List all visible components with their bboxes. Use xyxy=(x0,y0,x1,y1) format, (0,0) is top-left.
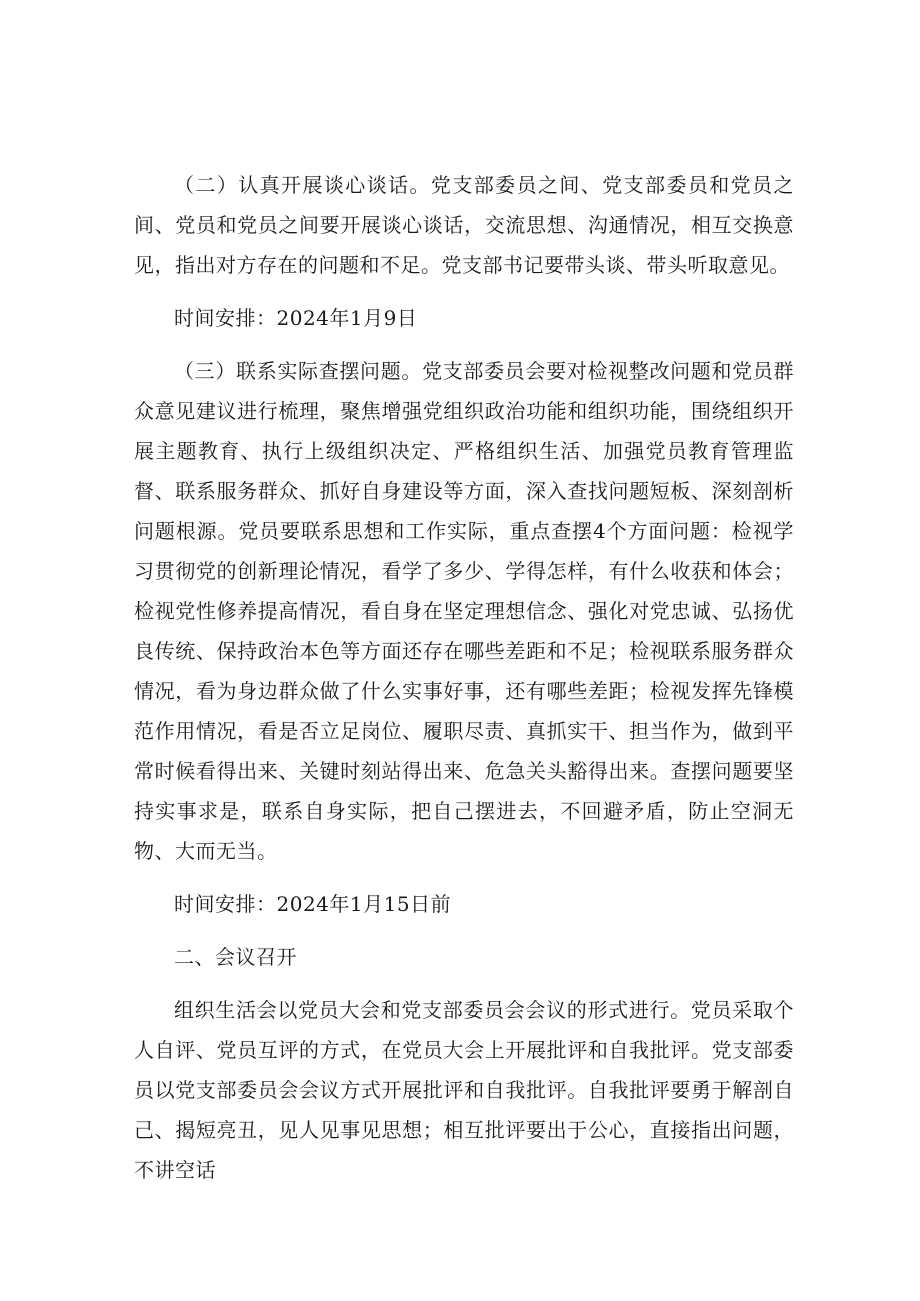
paragraph-meeting: 组织生活会以党员大会和党支部委员会会议的形式进行。党员采取个人自评、党员互评的方式，在党员大会上开展批评和自我批评。党支部委员以党支部委员会会议方式开展批评和自我批评。自我批评要勇于解剖自己、揭短亮丑，见人见事见思想；相互批评要出于公心，直接指出问题，不讲空话 xyxy=(134,998,794,1182)
section-heading-meeting: 二、会议召开 xyxy=(174,945,297,969)
document-body xyxy=(134,165,794,1190)
paragraph-item-3: （三）联系实际查摆问题。党支部委员会要对检视整改问题和党员群众意见建议进行梳理，聚焦增强党组织政治功能和组织功能，围绕组织开展主题教育、执行上级组织决定、严格组织生活、加强党员教育管理监督、联系服务群众、抓好自身建设等方面，深入查找问题短板、深刻剖析问题根源。党员要联系思想和工作实际，重点查摆4个方面问题：检视学习贯彻党的创新理论情况，看学了多少、学得怎样，有什么收获和体会；检视党性修养提高情况，看自身在坚定理想信念、强化对党忠诚、弘扬优良传统、保持政治本色等方面还存在哪些差距和不足；检视联系服务群众情况，看为身边群众做了什么实事好事，还有哪些差距；检视发挥先锋模范作用情况，看是否立足岗位、履职尽责、真抓实干、担当作为，做到平常时候看得出来、关键时刻站得出来、危急关头豁得出来。查摆问题要坚持实事求是，联系自身实际，把自己摆进去，不回避矛盾，防止空洞无物、大而无当。 xyxy=(134,359,794,863)
schedule-line-2: 时间安排：2024年1月15日前 xyxy=(174,892,452,916)
paragraph-item-2: （二）认真开展谈心谈话。党支部委员之间、党支部委员和党员之间、党员和党员之间要开展谈心谈话，交流思想、沟通情况，相互交换意见，指出对方存在的问题和不足。党支部书记要带头谈、带头听取意见。 xyxy=(134,173,794,277)
schedule-line-1: 时间安排：2024年1月9日 xyxy=(174,306,418,330)
